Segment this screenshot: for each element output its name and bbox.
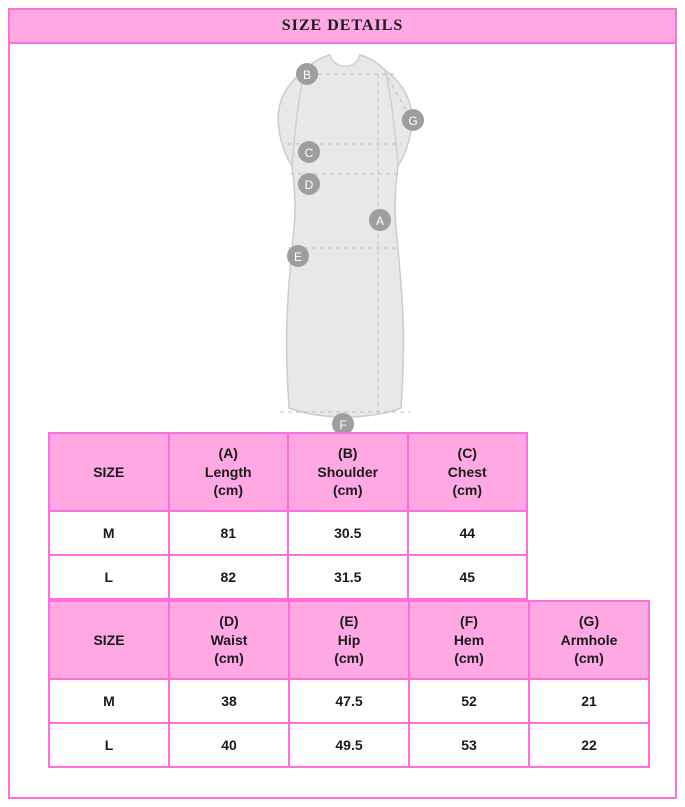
- cell-m-hip: 47.5: [289, 679, 409, 723]
- row2-size-l: L: [49, 723, 169, 767]
- marker-C: [298, 141, 320, 163]
- header-hem-code: (F): [460, 612, 478, 629]
- page-title: SIZE DETAILS: [281, 17, 404, 34]
- header-armhole-unit: (cm): [574, 650, 604, 667]
- cell-l-chest: 45: [408, 555, 528, 599]
- marker-E-label: E: [293, 250, 303, 264]
- header-armhole-code: (G): [578, 612, 600, 629]
- marker-E: [287, 245, 309, 267]
- header-shoulder-name: Shoulder: [317, 463, 379, 480]
- size-table-two: [48, 600, 650, 768]
- marker-A-label: A: [375, 214, 385, 228]
- marker-F-label: F: [339, 418, 347, 432]
- header-cell-length: [169, 433, 289, 511]
- table-row: [49, 723, 649, 767]
- header-waist-code: (D): [219, 612, 239, 629]
- dress-measurement-diagram: [210, 48, 480, 438]
- marker-C-label: C: [304, 146, 314, 160]
- cell-m-waist: 38: [169, 679, 289, 723]
- cell-l-hem: 53: [409, 723, 529, 767]
- marker-D: [298, 173, 320, 195]
- header-waist-name: Waist: [210, 631, 248, 648]
- header-chest-unit: (cm): [452, 482, 483, 499]
- row2-size-m: M: [49, 679, 169, 723]
- marker-B-label: B: [302, 68, 312, 82]
- header-hem-unit: (cm): [454, 650, 484, 667]
- table-header-row: [49, 433, 527, 511]
- table-row: [49, 511, 527, 555]
- header-waist-unit: (cm): [214, 650, 244, 667]
- header-shoulder-code: (B): [338, 444, 358, 461]
- cell-l-waist: 40: [169, 723, 289, 767]
- marker-G: [402, 109, 424, 131]
- cell-m-chest: 44: [408, 511, 528, 555]
- dress-silhouette: [278, 55, 412, 417]
- header-cell-size-2: [49, 601, 169, 679]
- header-size-label: SIZE: [93, 463, 125, 480]
- header-cell-size: [49, 433, 169, 511]
- cell-l-armhole: 22: [529, 723, 649, 767]
- size-tables: [48, 432, 638, 768]
- header-hem-name: Hem: [453, 631, 485, 648]
- header-armhole-name: Armhole: [560, 631, 618, 648]
- table-row: [49, 679, 649, 723]
- row-size-m: M: [49, 511, 169, 555]
- cell-l-length: 82: [169, 555, 289, 599]
- table-header-row: [49, 601, 649, 679]
- header-chest-name: Chest: [447, 463, 487, 480]
- marker-A: [369, 209, 391, 231]
- header-cell-armhole: [529, 601, 649, 679]
- marker-G-label: G: [408, 114, 418, 128]
- header-hip-code: (E): [339, 612, 359, 629]
- header-length-code: (A): [218, 444, 238, 461]
- cell-m-armhole: 21: [529, 679, 649, 723]
- row-size-l: L: [49, 555, 169, 599]
- header-chest-code: (C): [457, 444, 477, 461]
- header-shoulder-unit: (cm): [332, 482, 363, 499]
- page-title-bar: [8, 8, 677, 44]
- marker-D-label: D: [304, 178, 314, 192]
- header-cell-waist: [169, 601, 289, 679]
- cell-m-shoulder: 30.5: [288, 511, 408, 555]
- cell-m-hem: 52: [409, 679, 529, 723]
- header-length-unit: (cm): [213, 482, 244, 499]
- cell-m-length: 81: [169, 511, 289, 555]
- header-length-name: Length: [204, 463, 252, 480]
- cell-l-shoulder: 31.5: [288, 555, 408, 599]
- header-cell-hem: [409, 601, 529, 679]
- header-hip-name: Hip: [337, 631, 361, 648]
- marker-B: [296, 63, 318, 85]
- header-cell-chest: [408, 433, 528, 511]
- cell-l-hip: 49.5: [289, 723, 409, 767]
- header-cell-shoulder: [288, 433, 408, 511]
- table-row: [49, 555, 527, 599]
- header-hip-unit: (cm): [334, 650, 364, 667]
- size-table-one: [48, 432, 528, 600]
- header-size-label-2: SIZE: [93, 631, 125, 648]
- header-cell-hip: [289, 601, 409, 679]
